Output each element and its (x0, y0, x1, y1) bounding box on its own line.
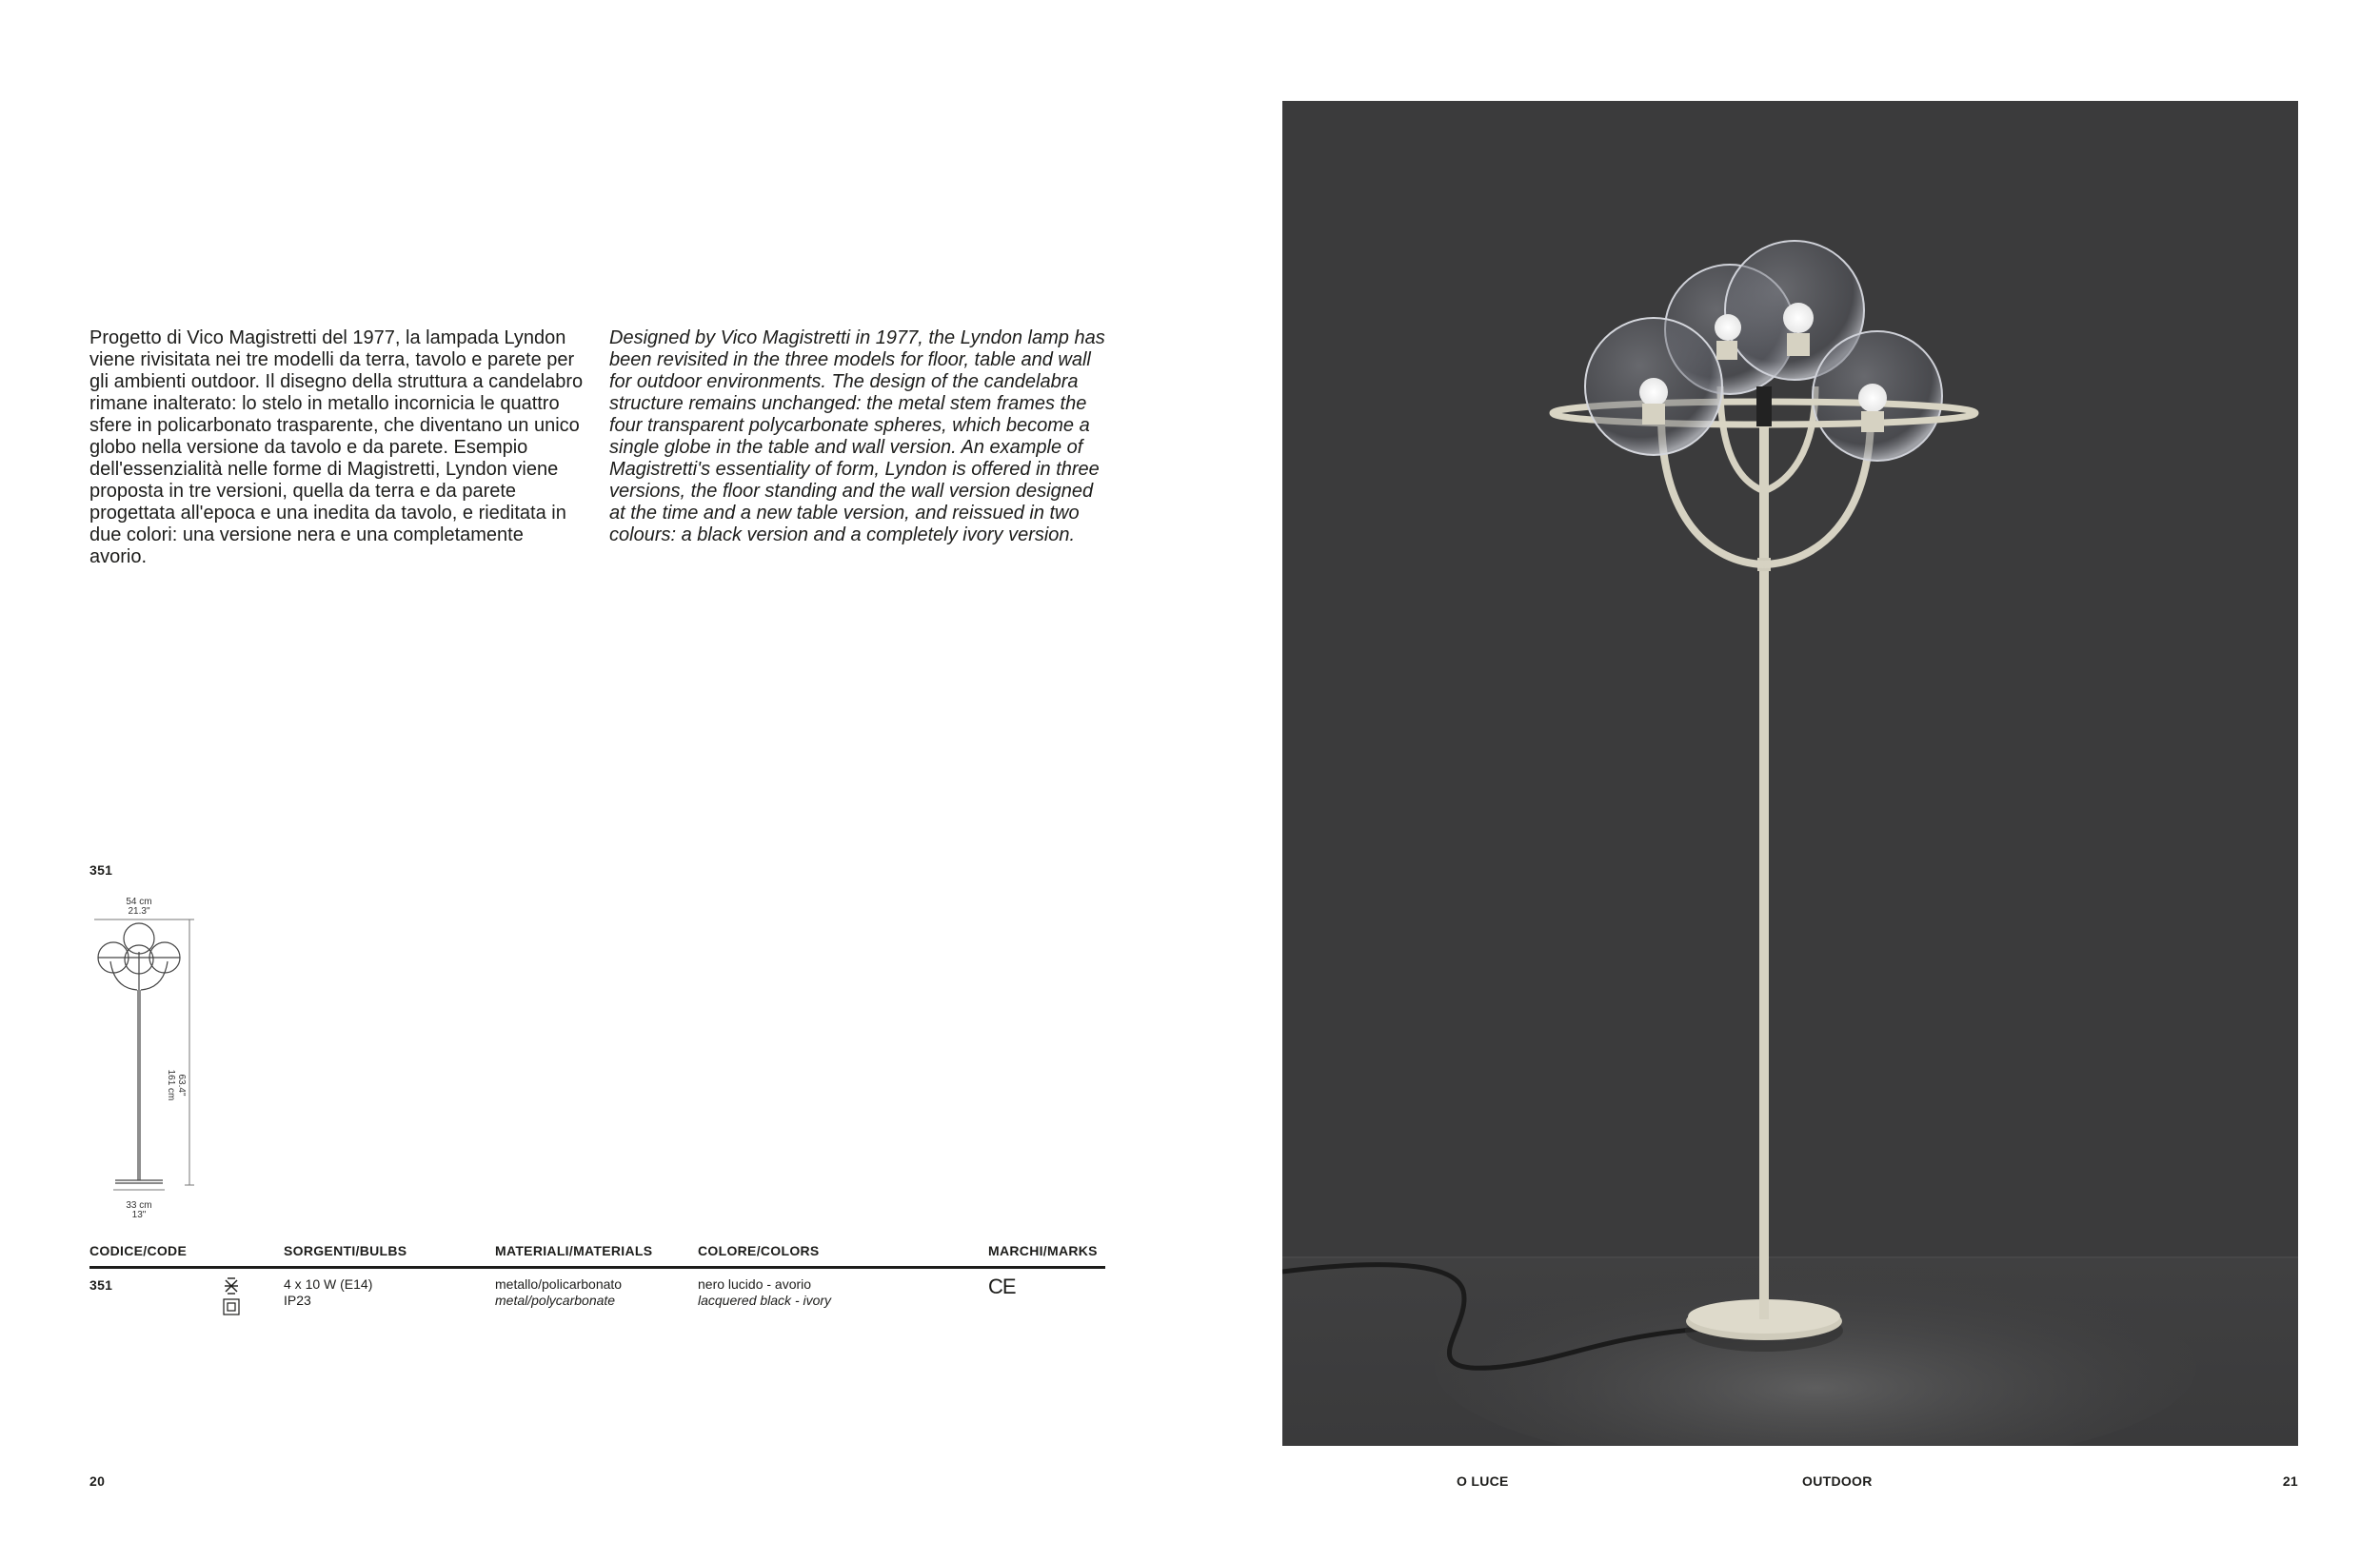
intro-italian (89, 327, 585, 568)
lamp-photo-illustration (1282, 101, 2298, 1446)
intro-italian-text: Progetto di Vico Magistretti del 1977, la lampada Lyndon viene rivisitata nei tre modelli da terra, tavolo e parete per gli ambienti outdoor. Il disegno della struttura a candelabro rimane inalterato: lo stelo in metallo incornicia le quattro sfere in policarbonato trasparente, che diventano un unico globo nella versione da tavolo e da parete. Esempio dell'essenzialità nelle forme di Magistretti, Lyndon viene proposta in tre versioni, quella da terra e da parete progettata all'epoca e una inedita da tavolo, e rieditata in due colori: una versione nera e una completamente avorio. (89, 327, 584, 567)
row-materials-it: metallo/policarbonato (495, 1276, 623, 1292)
outdoor-symbol-icon (223, 1277, 240, 1295)
header-colors: COLORE/COLORS (698, 1243, 820, 1258)
footer-brand: O LUCE (1457, 1473, 1509, 1489)
dim-height-in: 63.4" (176, 1074, 187, 1097)
page-number-right: 21 (2282, 1473, 2298, 1489)
row-materials-en: metal/polycarbonate (495, 1293, 616, 1308)
product-photo (1282, 101, 2298, 1446)
row-colors-it: nero lucido - avorio (698, 1276, 812, 1292)
footer-section: OUTDOOR (1802, 1473, 1873, 1489)
header-code: CODICE/CODE (89, 1243, 188, 1258)
page-number-left: 20 (89, 1473, 106, 1489)
class-ii-icon (223, 1298, 240, 1315)
drawing-code: 351 (89, 862, 113, 878)
row-code: 351 (89, 1277, 113, 1293)
table-divider (89, 1266, 1105, 1269)
dim-base-in: 13" (131, 1210, 147, 1220)
ce-mark: CE (988, 1275, 1016, 1298)
dim-width-cm: 54 cm (126, 897, 152, 907)
intro-english-text: Designed by Vico Magistretti in 1977, the Lyndon lamp has been revisited in the three models for floor, table and wall for outdoor environments. The design of the candelabra structure remains unchanged: the metal stem frames the four transparent polycarbonate spheres, which become a single globe in the table and wall version. An example of Magistretti's essentiality of form, Lyndon is offered in three versions, the floor standing and the wall version designed at the time and a new table version, and reissued in two colours: a black version and a completely ivory version. (609, 327, 1105, 545)
row-bulbs-1: 4 x 10 W (E14) (284, 1276, 373, 1292)
intro-english (609, 327, 1109, 546)
header-materials: MATERIALI/MATERIALS (495, 1243, 653, 1258)
dim-base-cm: 33 cm (126, 1200, 152, 1211)
header-bulbs: SORGENTI/BULBS (284, 1243, 407, 1258)
lamp-technical-drawing (89, 914, 204, 1199)
row-bulbs-2: IP23 (284, 1293, 311, 1308)
dim-width-in: 21.3" (128, 906, 150, 917)
row-colors-en: lacquered black - ivory (698, 1293, 832, 1308)
header-marks: MARCHI/MARKS (988, 1243, 1098, 1258)
dim-height-cm: 161 cm (166, 1069, 176, 1101)
